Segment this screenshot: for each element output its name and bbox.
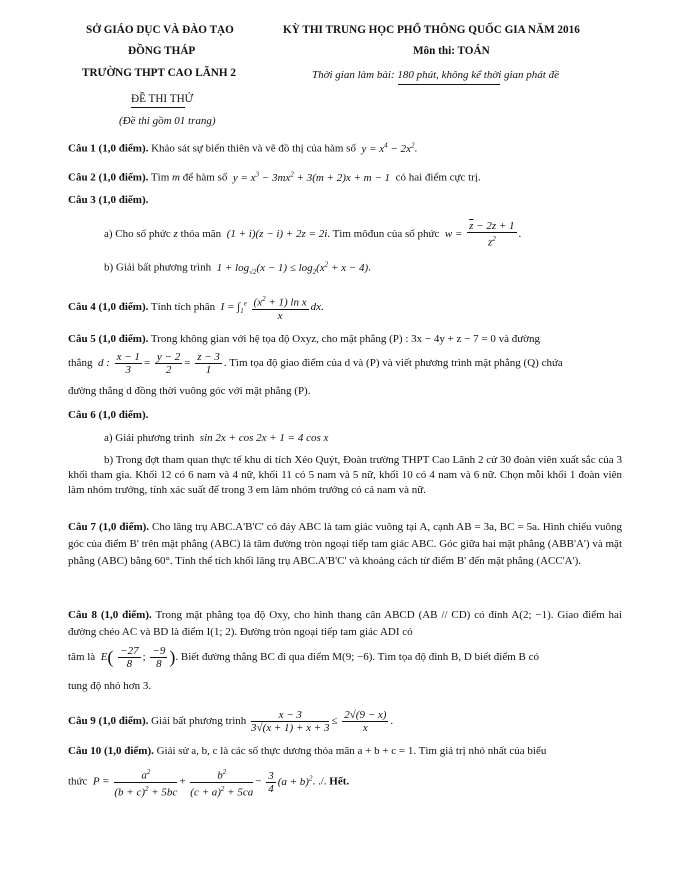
question-2: Câu 2 (1,0 điểm). Tìm m để hàm số $y = x^3 - 3mx^2 + 3(m + 2)x + m - 1$ có hai điểm cực trị. xyxy=(68,170,481,184)
question-text: Khảo sát sự biến thiên và vẽ đồ thị của hàm số xyxy=(151,142,356,155)
dept-name: SỞ GIÁO DỤC VÀ ĐÀO TẠO xyxy=(86,24,234,36)
page-count-note: (Đề thi gồm 01 trang) xyxy=(119,115,216,127)
question-6b: b) Trong đợt tham quan thực tế khu di tích Xẻo Quýt, Đoàn trường THPT Cao Lãnh 2 cử 30 đoàn viên xuất sắc của 3 khối tham gia. Khối 12 có 6 nam và 4 nữ, khối 11 có 5 nam và 5 nữ, khối 10 có 4 nam và 6 nữ. Chọn mỗi khối 1 đoàn viên làm nhóm trưởng, tính xác suất để trong 3 em làm nhóm trưởng có cả nam và nữ. xyxy=(68,454,622,496)
divider xyxy=(131,107,185,108)
question-6a: a) Giải phương trình sin 2x + cos 2x + 1 = 4 cos x xyxy=(104,432,329,444)
end-mark: Hết. xyxy=(329,775,350,788)
divider xyxy=(398,84,500,85)
question-3-label: Câu 3 (1,0 điểm). xyxy=(68,194,149,206)
question-10: Câu 10 (1,0 điểm). Giải sử a, b, c là các số thực dương thỏa mãn a + b + c = 1. Tìm giá trị nhỏ nhất của biểu xyxy=(68,745,547,757)
question-9: Câu 9 (1,0 điểm). Giải bất phương trình $\frac{x - 3}{3√(x + 1) + x + 3}$ ≤ $\frac{2√(9 - x)}{x}$ . xyxy=(68,709,394,734)
question-1: Câu 1 (1,0 điểm). Khảo sát sự biến thiên và vẽ đồ thị của hàm số $y = x^4 - 2x^2$. xyxy=(68,141,418,155)
question-8-line3: tung độ nhỏ hơn 3. xyxy=(68,680,152,692)
question-8-line2: tâm là E( $\frac{-27}{8}$ ; $\frac{-9}{8}$ ). Biết đường thẳng BC đi qua điểm M(9; −6). Tìm tọa độ đỉnh B, D biết điểm B có xyxy=(68,645,539,670)
province-name: ĐỒNG THÁP xyxy=(128,45,196,57)
exam-type: ĐỀ THI THỬ xyxy=(131,93,194,105)
question-3b: b) Giải bất phương trình $1 + \log_{√2}(x - 1) \le \log_2(x^2 + x - 4)$. xyxy=(104,260,371,276)
question-label: Câu 2 (1,0 điểm). xyxy=(68,171,149,184)
school-name: TRƯỜNG THPT CAO LÃNH 2 xyxy=(82,67,236,79)
question-6-label: Câu 6 (1,0 điểm). xyxy=(68,409,149,421)
subject-title: Môn thi: TOÁN xyxy=(413,45,490,57)
question-5-line2: thẳng d : $\frac{x - 1}{3}$ = $\frac{y - 2}{2}$ = $\frac{z - 3}{1}$ . Tìm tọa độ giao điểm của d và (P) và viết phương trình mặt phẳng (Q) chứa xyxy=(68,351,563,376)
question-5: Câu 5 (1,0 điểm). Trong không gian với hệ tọa độ Oxyz, cho mặt phẳng (P) : 3x − 4y + z − 7 = 0 và đường xyxy=(68,333,540,345)
question-4: Câu 4 (1,0 điểm). Tính tích phân $I = \int_1^e$ $\frac{(x^2 + 1) \ln x}{x}$ dx. xyxy=(68,295,324,322)
question-label: Câu 1 (1,0 điểm). xyxy=(68,142,149,155)
question-10-line2: thức P = $\frac{a^2}{(b + c)^2 + 5bc}$ + $\frac{b^2}{(c + a)^2 + 5ca}$ − $\frac{3}{4}$ $(a + b)^2$. ./. Hết. xyxy=(68,768,350,799)
question-8: Câu 8 (1,0 điểm). Trong mặt phẳng tọa độ Oxy, cho hình thang cân ABCD (AB // CD) có đỉnh A(2; −1). Giao điểm hai đường chéo AC và BD là điểm I(1; 2). Đường tròn ngoại tiếp tam giác ADI có xyxy=(68,609,622,638)
question-7: Câu 7 (1,0 điểm). Cho lăng trụ ABC.A'B'C' có đáy ABC là tam giác vuông tại A, cạnh AB = 3a, BC = 5a. Hình chiếu vuông góc của điểm B' trên mặt phẳng (ABC) là tâm đường tròn ngoại tiếp tam giác ABC. Góc giữa hai mặt phẳng (ABB'A') và mặt phẳng (ABC) bằng 60°. Tính thể tích khối lăng trụ ABC.A'B'C' và khoảng cách từ điểm B' đến mặt phẳng (ACC'A'). xyxy=(68,521,622,567)
exam-title: KỲ THI TRUNG HỌC PHỔ THÔNG QUỐC GIA NĂM 2016 xyxy=(283,24,580,36)
time-note: Thời gian làm bài: 180 phút, không kể thời gian phát đề xyxy=(312,69,560,81)
question-5-line3: đường thẳng d đồng thời vuông góc với mặt phẳng (P). xyxy=(68,385,311,397)
question-3a: a) Cho số phức z thỏa mãn (1 + i)(z − i) + 2z = 2i. Tìm môđun của số phức w = $\frac{\overline{z} - 2z + 1}{z^2}$ . xyxy=(104,220,522,249)
